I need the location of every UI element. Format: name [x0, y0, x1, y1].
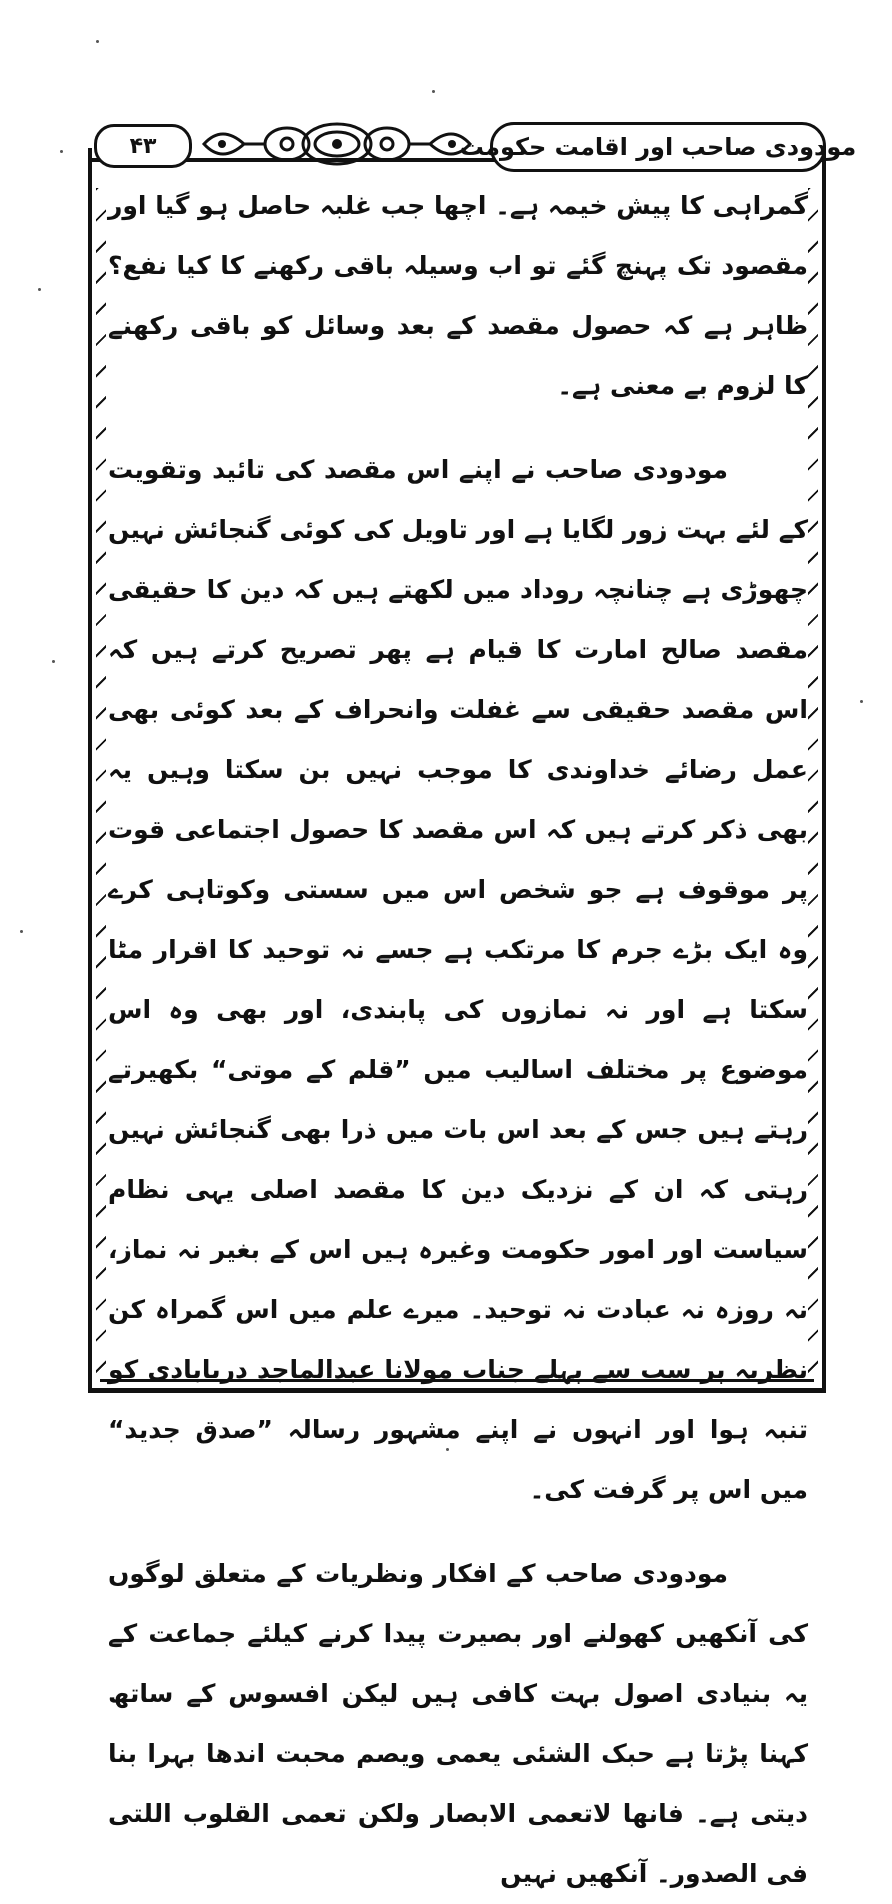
frame-left-hatching	[96, 188, 106, 1378]
scan-speck	[432, 90, 435, 93]
frame-right-hatching	[808, 188, 818, 1378]
scan-speck	[60, 150, 63, 153]
paragraph: مودودی صاحب کے افکار ونظریات کے متعلق لوگوں کی آنکھیں کھولنے اور بصیرت پیدا کرنے کیلئے جماعت کے یہ بنیادی اصول بہت کافی ہیں لیکن افسوس کے ساتھ کہنا پڑتا ہے حبک الشئی یعمی ویصم محبت اندھا بہرا بنا دیتی ہے۔ فانھا لاتعمی الابصار ولکن تعمی القلوب اللتی فی الصدور۔ آنکھیں نہیں	[108, 1559, 808, 1888]
page-number: ۴۳	[129, 133, 157, 159]
scan-speck	[96, 40, 99, 43]
scan-speck	[860, 700, 863, 703]
paragraph: گمراہی کا پیش خیمہ ہے۔ اچھا جب غلبہ حاصل ہو گیا اور مقصود تک پہنچ گئے تو اب وسیلہ باقی رکھنے کا کیا نفع؟ ظاہر ہے کہ حصول مقصد کے بعد وسائل کو باقی رکھنے کا لزوم بے معنی ہے۔	[108, 191, 808, 400]
running-title: مودودی صاحب اور اقامت حکومت	[459, 133, 857, 161]
scan-speck	[38, 288, 41, 291]
scan-speck	[52, 660, 55, 663]
scan-speck	[20, 930, 23, 933]
body-text	[108, 176, 808, 1904]
paragraph: مودودی صاحب نے اپنے اس مقصد کی تائید وتقویت کے لئے بہت زور لگایا ہے اور تاویل کی کوئی گنجائش نہیں چھوڑی ہے چنانچہ روداد میں لکھتے ہیں کہ دین کا حقیقی مقصد صالح امارت کا قیام ہے پھر تصریح کرتے ہیں کہ اس مقصد حقیقی سے غفلت وانحراف کے بعد کوئی بھی عمل رضائے خداوندی کا موجب نہیں بن سکتا وہیں یہ بھی ذکر کرتے ہیں کہ اس مقصد کا حصول اجتماعی قوت پر موقوف ہے جو شخص اس میں سستی وکوتاہی کرے وہ ایک بڑے جرم کا مرتکب ہے جسے نہ توحید کا اقرار مٹا سکتا ہے اور نہ نمازوں کی پابندی، اور بھی وہ اس موضوع پر مختلف اسالیب میں ”قلم کے موتی“ بکھیرتے رہتے ہیں جس کے بعد اس بات میں ذرا بھی گنجائش نہیں رہتی کہ ان کے نزدیک دین کا مقصد اصلی یہی نظام سیاست اور امور حکومت وغیرہ ہیں اس کے بغیر نہ نماز، نہ روزہ نہ عبادت نہ توحید۔ میرے علم میں اس گمراہ کن نظریہ پر سب سے پہلے جناب مولانا عبدالماجد دریابادی کو تنبہ ہوا اور انہوں نے اپنے مشہور رسالہ ”صدق جدید“ میں اس پر گرفت کی۔	[108, 455, 808, 1504]
